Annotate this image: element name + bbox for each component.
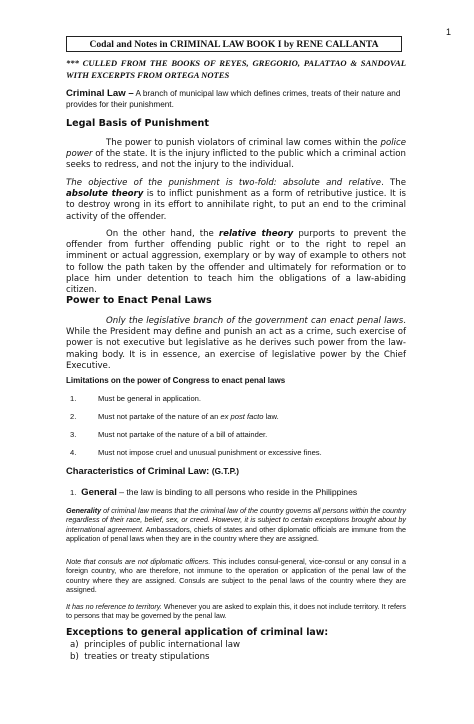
legislative-italic: Only the legislative branch of the government can enact penal laws bbox=[106, 316, 404, 326]
criminal-law-definition bbox=[66, 89, 406, 110]
consuls-paragraph bbox=[66, 557, 406, 595]
item-text: Must be general in application. bbox=[98, 394, 202, 403]
exception-item bbox=[70, 652, 210, 662]
characteristic-item-general bbox=[70, 487, 410, 498]
territory-italic: It has no reference to territory. bbox=[66, 602, 162, 611]
limitation-item bbox=[70, 394, 400, 404]
text-run: . The bbox=[381, 178, 406, 188]
item-letter: b) bbox=[70, 652, 79, 662]
text-run: The power to punish violators of criminal law comes within the bbox=[106, 138, 381, 148]
territory-paragraph bbox=[66, 602, 406, 621]
text-run: purports to prevent the offender from further offending public right or to the right to repel an imminent or actual aggression, exemplary or by way of example to others not to follow the path taken by the offender and ultimately for reformation or to place him under detention to teach him the obligations of a law-abiding citizen. bbox=[66, 229, 406, 296]
ex-post-facto-italic: ex post facto bbox=[220, 412, 264, 421]
text-run: is to inflict punishment as a form of retributive justice. It is to destroy wrong in its effort to annihilate right, to put an end to the criminal activity of the offender. bbox=[66, 189, 406, 222]
item-letter: a) bbox=[70, 640, 79, 650]
text-run: Must not partake of the nature of an bbox=[98, 412, 221, 421]
characteristics-heading bbox=[66, 465, 239, 476]
document-title: Codal and Notes in CRIMINAL LAW BOOK I by RENE CALLANTA bbox=[66, 36, 402, 52]
legal-basis-heading: Legal Basis of Punishment bbox=[66, 118, 209, 129]
absolute-theory-bold: absolute theory bbox=[66, 189, 144, 200]
text-run: of criminal law means that the criminal law of the country governs all persons within the country regardless of their race, belief, sex, or creed. However, it is subject to certain exceptions brought about by international agreement. bbox=[66, 506, 406, 534]
item-text: Must not impose cruel and unusual punishment or excessive fines. bbox=[98, 448, 322, 457]
criminal-law-text: A branch of municipal law which defines crimes, treats of their nature and provides for their punishment. bbox=[66, 89, 401, 109]
item-text: treaties or treaty stipulations bbox=[84, 652, 210, 662]
limitations-heading: Limitations on the power of Congress to enact penal laws bbox=[66, 376, 286, 385]
generality-paragraph bbox=[66, 506, 406, 544]
text-run: This includes consul-general, vice-consul or any consul in a foreign country, who are therefore, not immune to the operation or application of the penal law of the country where they are assigned. Consuls are subject to the penal laws of the country where they are assigned. bbox=[66, 557, 406, 595]
text-run: Ambassadors, chiefs of states and other diplomatic officials are immune from the application of penal laws when they are in the country where they are assigned. bbox=[66, 524, 407, 544]
page-number: 1 bbox=[446, 27, 452, 37]
culled-note: *** CULLED FROM THE BOOKS OF REYES, GREGORIO, PALATTAO & SANDOVAL WITH EXCERPTS FROM ORTEGA NOTES bbox=[66, 58, 406, 80]
legal-basis-paragraph-2 bbox=[66, 178, 406, 223]
item-number: 1. bbox=[70, 488, 77, 497]
generality-term: Generality bbox=[66, 506, 102, 515]
consuls-italic: Note that consuls are not diplomatic officers. bbox=[66, 557, 211, 566]
item-text bbox=[98, 412, 279, 421]
text-run: law. bbox=[263, 412, 279, 421]
heading-text: Characteristics of Criminal Law: bbox=[66, 465, 210, 476]
exception-item bbox=[70, 640, 240, 650]
text-run: of the state. It is the injury inflicted to the public which a criminal action seeks to redress, and not the injury to the individual. bbox=[66, 149, 406, 171]
text-run: . While the President may define and punish an act as a crime, such exercise of power is not executive but legislative as he derives such power from the law-making body. It is in essence, an exercise of legislative power by the Chief Executive. bbox=[66, 316, 406, 371]
item-text: Must not partake of the nature of a bill of attainder. bbox=[98, 430, 268, 439]
item-text: principles of public international law bbox=[84, 640, 241, 650]
power-to-enact-heading: Power to Enact Penal Laws bbox=[66, 295, 212, 306]
item-number: 3. bbox=[70, 430, 77, 439]
item-term: General bbox=[81, 487, 117, 498]
legal-basis-paragraph-1 bbox=[66, 138, 406, 172]
relative-theory-bold: relative theory bbox=[218, 229, 294, 239]
heading-abbreviation: (G.T.P.) bbox=[211, 467, 240, 476]
item-number: 1. bbox=[70, 394, 77, 403]
item-number: 2. bbox=[70, 412, 77, 421]
limitation-item bbox=[70, 448, 400, 458]
item-text: – the law is binding to all persons who reside in the Philippines bbox=[116, 487, 358, 497]
criminal-law-term: Criminal Law – bbox=[66, 88, 134, 99]
legal-basis-paragraph-3 bbox=[66, 229, 406, 296]
limitation-item bbox=[70, 412, 400, 422]
text-run: On the other hand, the bbox=[106, 229, 219, 239]
item-number: 4. bbox=[70, 448, 77, 457]
objective-italic: The objective of the punishment is two-fold: absolute and relative bbox=[66, 178, 382, 188]
exceptions-heading: Exceptions to general application of criminal law: bbox=[66, 627, 329, 638]
limitation-item bbox=[70, 430, 400, 440]
power-to-enact-paragraph bbox=[66, 316, 406, 372]
text-run: Whenever you are asked to explain this, it does not include territory. It refers to persons that may be governed by the penal law. bbox=[66, 602, 406, 621]
police-power-italic: police power bbox=[66, 138, 406, 160]
